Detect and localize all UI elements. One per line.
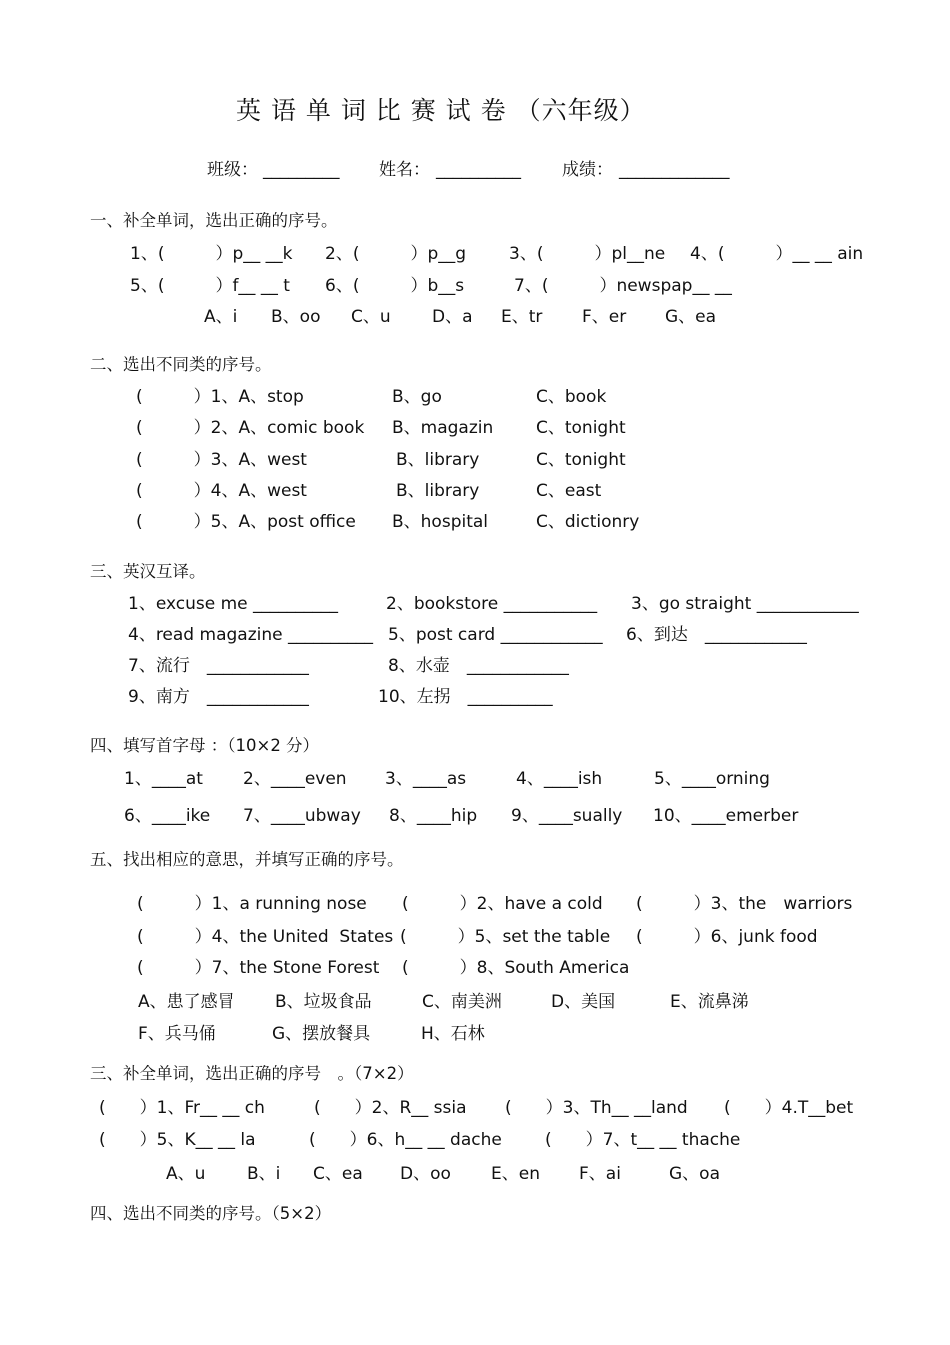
option-item: C、tonight [536, 418, 626, 438]
question-item: 7、____ubway [243, 806, 361, 826]
question-item: ( ）7、t__ __ thache [545, 1130, 741, 1150]
question-item: 6、到达 ____________ [626, 625, 807, 645]
question-item: 4、( ）__ __ ain [690, 244, 864, 264]
section-3-heading: 三、英汉互译。 [90, 562, 206, 581]
question-item: ( ）1、a running nose [137, 894, 367, 914]
option-item: C、u [351, 307, 391, 327]
question-item: 10、____emerber [653, 806, 799, 826]
option-item: B、垃圾食品 [275, 992, 372, 1012]
page-title: 英 语 单 词 比 赛 试 卷 （六年级） [236, 96, 646, 125]
option-item: B、library [396, 450, 480, 470]
option-item: G、oa [669, 1164, 720, 1184]
question-item: ( ）5、set the table [400, 927, 611, 947]
question-item: 1、excuse me __________ [128, 594, 339, 614]
question-item: ( ）6、h__ __ dache [309, 1130, 502, 1150]
name-label: 姓名： [379, 160, 430, 180]
option-item: C、ea [313, 1164, 363, 1184]
question-item: 6、( ）b__s [325, 276, 465, 296]
question-item: 10、左拐 __________ [378, 687, 553, 707]
question-item: 2、( ）p__g [325, 244, 467, 264]
question-item: 3、____as [385, 769, 467, 789]
question-item: ( ）6、junk food [636, 927, 818, 947]
question-item: ( ）2、have a cold [402, 894, 603, 914]
question-item: 8、水壶 ____________ [388, 656, 569, 676]
question-item: 4、read magazine __________ [128, 625, 373, 645]
option-item: C、南美洲 [422, 992, 502, 1012]
option-item: C、tonight [536, 450, 626, 470]
question-item: ( ）7、the Stone Forest [137, 958, 380, 978]
question-item: 3、go straight ____________ [631, 594, 859, 614]
question-item: ( ）3、Th__ __land [505, 1098, 688, 1118]
option-item: B、i [247, 1164, 281, 1184]
question-item: 1、( ）p__ __k [130, 244, 293, 264]
option-item: D、美国 [551, 992, 616, 1012]
question-item: ( ）4、the United States [137, 927, 394, 947]
option-item: F、er [582, 307, 627, 327]
question-item: 6、____ike [124, 806, 211, 826]
question-item: ( ）1、A、stop [136, 387, 304, 407]
option-item: D、oo [400, 1164, 451, 1184]
question-item: 5、post card ____________ [388, 625, 603, 645]
question-item: 3、( ）pl__ne [509, 244, 666, 264]
class-label: 班级： [207, 160, 258, 180]
question-item: 1、____at [124, 769, 203, 789]
question-item: 5、____orning [654, 769, 770, 789]
question-item: ( ）2、R__ ssia [314, 1098, 467, 1118]
option-item: C、east [536, 481, 602, 501]
option-item: B、go [392, 387, 442, 407]
option-item: E、流鼻涕 [670, 992, 749, 1012]
option-item: B、library [396, 481, 480, 501]
section-2-heading: 二、选出不同类的序号。 [90, 355, 272, 374]
question-item: 2、bookstore ___________ [386, 594, 598, 614]
question-item: ( ）3、A、west [136, 450, 307, 470]
question-item: ( ）8、South America [402, 958, 630, 978]
option-item: C、dictionry [536, 512, 640, 532]
class-blank: _________ [263, 160, 340, 180]
option-item: G、ea [665, 307, 717, 327]
score-blank: _____________ [619, 160, 730, 180]
question-item: ( ）4.T__bet [724, 1098, 854, 1118]
option-item: E、tr [501, 307, 543, 327]
question-item: ( ）4、A、west [136, 481, 307, 501]
question-item: 5、( ）f__ __ t [130, 276, 290, 296]
option-item: B、hospital [392, 512, 489, 532]
question-item: 9、南方 ____________ [128, 687, 309, 707]
option-item: A、u [166, 1164, 206, 1184]
option-item: A、i [204, 307, 238, 327]
option-item: F、兵马俑 [138, 1024, 216, 1044]
question-item: ( ）1、Fr__ __ ch [99, 1098, 265, 1118]
question-item: ( ）5、A、post office [136, 512, 356, 532]
option-item: A、患了感冒 [138, 992, 235, 1012]
option-item: B、oo [271, 307, 321, 327]
question-item: 4、____ish [516, 769, 603, 789]
question-item: ( ）5、K__ __ la [99, 1130, 256, 1150]
option-item: D、a [432, 307, 473, 327]
option-item: C、book [536, 387, 607, 407]
section-4-heading: 四、填写首字母 ：（10×2 分） [90, 736, 320, 755]
score-label: 成绩： [562, 160, 613, 180]
question-item: 8、____hip [389, 806, 478, 826]
option-item: G、摆放餐具 [272, 1024, 371, 1044]
question-item: 7、流行 ____________ [128, 656, 309, 676]
name-blank: __________ [436, 160, 521, 180]
section-1-heading: 一、补全单词，选出正确的序号。 [90, 211, 338, 230]
question-item: ( ）3、the warriors [636, 894, 853, 914]
option-item: F、ai [579, 1164, 621, 1184]
option-item: H、石林 [421, 1024, 485, 1044]
option-item: E、en [491, 1164, 540, 1184]
question-item: 7、( ）newspap__ __ [514, 276, 732, 296]
question-item: 9、____sually [511, 806, 623, 826]
question-item: ( ）2、A、comic book [136, 418, 365, 438]
question-item: 2、____even [243, 769, 347, 789]
section-5-heading: 五、找出相应的意思，并填写正确的序号。 [90, 850, 404, 869]
section-7-heading: 四、选出不同类的序号。（5×2） [90, 1204, 332, 1223]
section-6-heading: 三、补全单词，选出正确的序号 。（7×2） [90, 1064, 414, 1083]
option-item: B、magazin [392, 418, 494, 438]
